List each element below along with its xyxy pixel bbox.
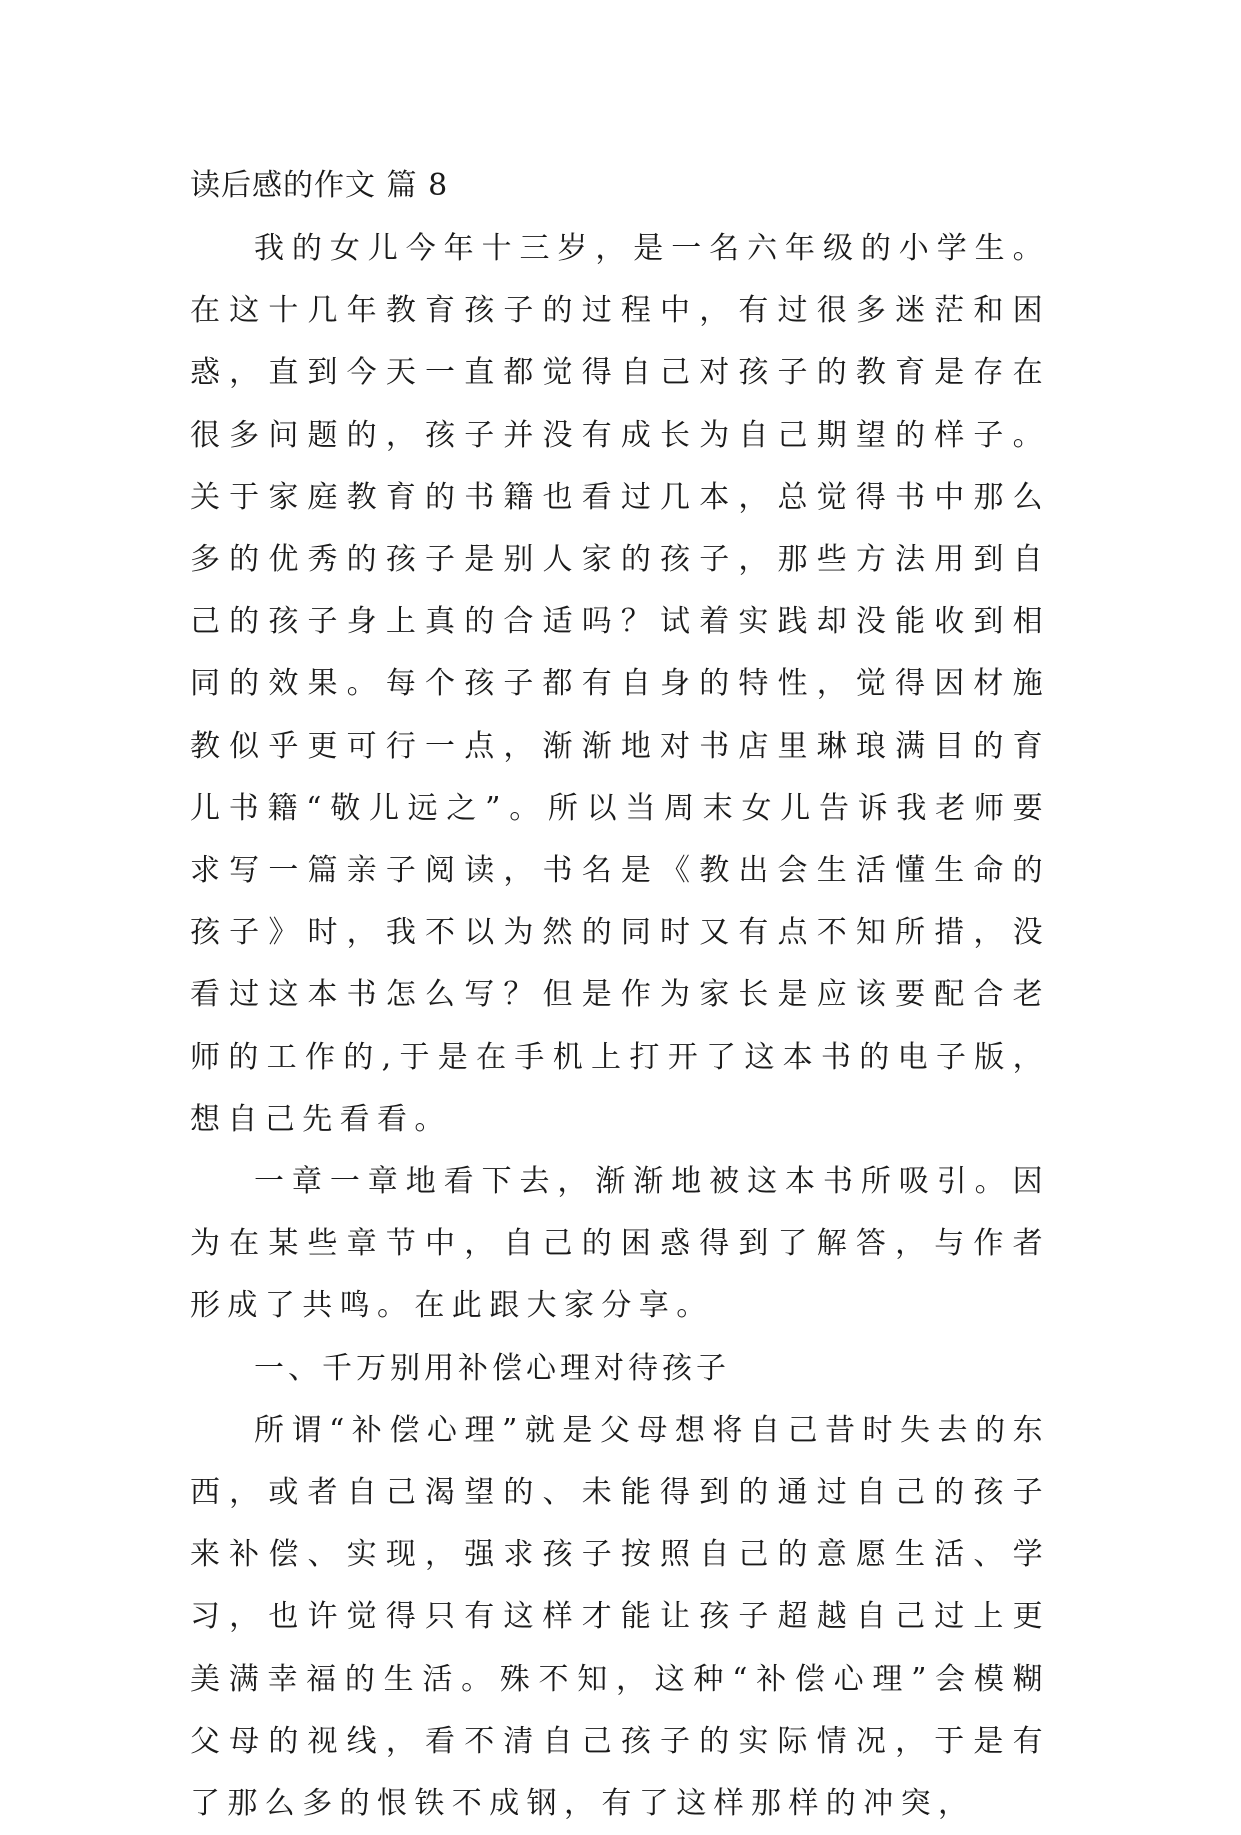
paragraph-intro: 我的女儿今年十三岁，是一名六年级的小学生。在这十几年教育孩子的过程中，有过很多迷茫和困惑，直到今天一直都觉得自己对孩子的教育是存在很多问题的，孩子并没有成长为自己期望的样子。关于家庭教育的书籍也看过几本，总觉得书中那么多的优秀的孩子是别人家的孩子，那些方法用到自己的孩子身上真的合适吗？试着实践却没能收到相同的效果。每个孩子都有自身的特性，觉得因材施教似乎更可行一点，渐渐地对书店里琳琅满目的育儿书籍“敬儿远之”。所以当周末女儿告诉我老师要求写一篇亲子阅读，书名是《教出会生活懂生命的孩子》时，我不以为然的同时又有点不知所措，没看过这本书怎么写？但是作为家长是应该要配合老师的工作的,于是在手机上打开了这本书的电子版，想自己先看看。 [190,231,1050,1137]
paragraph-reading: 一章一章地看下去，渐渐地被这本书所吸引。因为在某些章节中，自己的困惑得到了解答，与作者形成了共鸣。在此跟大家分享。 [190,1164,1050,1324]
section-heading: 一、千万别用补偿心理对待孩子 [254,1350,730,1386]
paragraph-compensation: 所谓“补偿心理”就是父母想将自己昔时失去的东西，或者自己渴望的、未能得到的通过自己的孩子来补偿、实现，强求孩子按照自己的意愿生活、学习，也许觉得只有这样才能让孩子超越自己过上更美满幸福的生活。殊不知，这种“补偿心理”会模糊父母的视线，看不清自己孩子的实际情况，于是有了那么多的恨铁不成钢，有了这样那样的冲突， [190,1412,1050,1822]
document-title: 读后感的作文 篇 8 [190,168,449,203]
document-body [190,160,1050,1835]
